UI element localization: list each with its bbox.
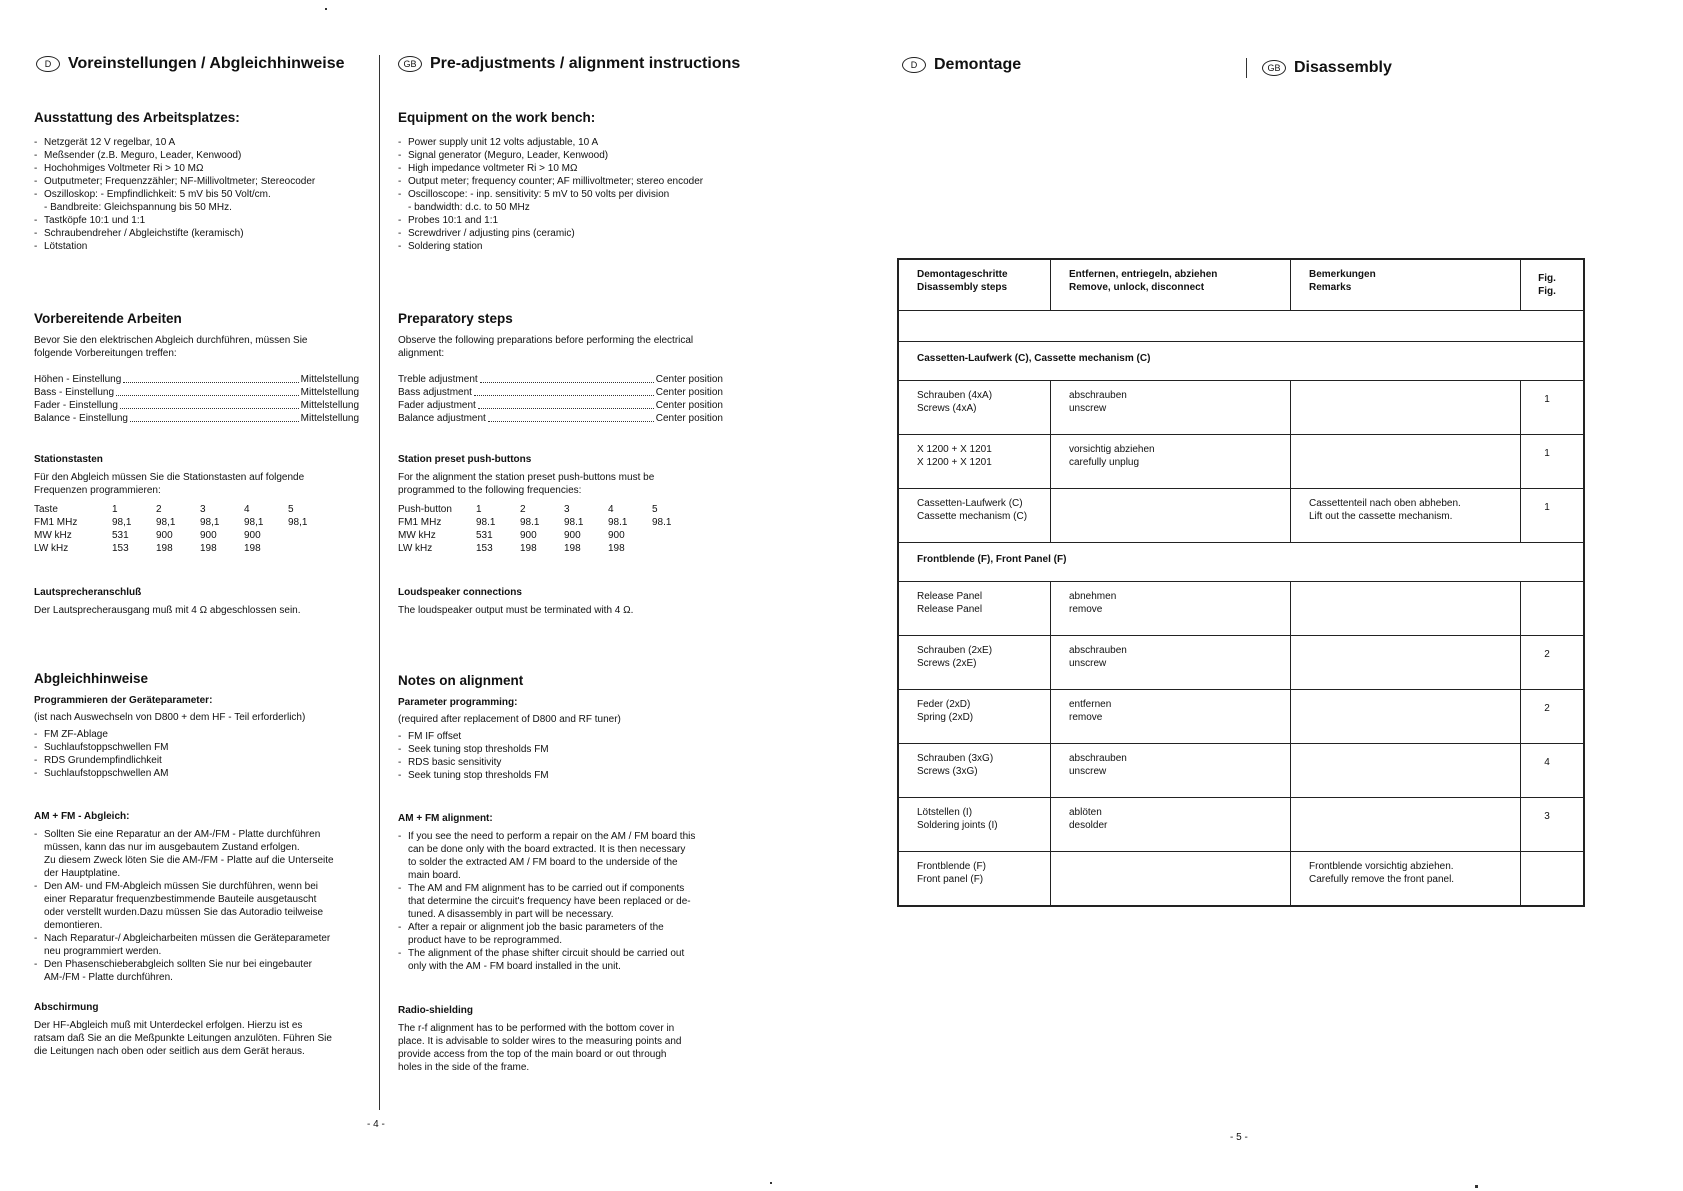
action-cell: entfernen remove bbox=[1051, 690, 1291, 743]
blank-cell bbox=[899, 311, 1583, 341]
left-header bbox=[36, 55, 345, 73]
step-cell: Schrauben (4xA) Screws (4xA) bbox=[899, 381, 1051, 434]
scan-speck bbox=[770, 1182, 772, 1184]
mid-s2-text: Observe the following preparations before performing the electrical alignment: bbox=[398, 335, 694, 359]
preset-cell bbox=[288, 529, 332, 542]
column-divider bbox=[379, 55, 380, 1110]
setting-label: Bass adjustment bbox=[398, 387, 472, 398]
setting-value: Center position bbox=[655, 374, 723, 385]
action-cell: abschrauben unscrew bbox=[1051, 381, 1291, 434]
param-item: - FM IF offset bbox=[398, 730, 738, 743]
left-s5-sub: Programmieren der Geräteparameter: bbox=[34, 695, 213, 706]
fig-cell: 4 bbox=[1544, 757, 1550, 768]
action-cell: abschrauben unscrew bbox=[1051, 636, 1291, 689]
equipment-item: - High impedance voltmeter Ri > 10 MΩ bbox=[398, 162, 738, 175]
preset-cell: 2 bbox=[520, 504, 526, 515]
page-number-left: - 4 - bbox=[367, 1119, 385, 1130]
left-s7-text: Der HF-Abgleich muß mit Unterdeckel erfolgen. Hierzu ist es ratsam daß Sie an die Meßpunkte Leitungen anzulöten. Führen Sie die Leitungen nach oben oder seitlich aus dem Gerät heraus. bbox=[34, 1020, 332, 1057]
mid-settings-list bbox=[398, 373, 723, 425]
action-cell: ablöten desolder bbox=[1051, 798, 1291, 851]
equipment-item: - Output meter; frequency counter; AF millivoltmeter; stereo encoder bbox=[398, 175, 738, 188]
left-s4-title: Lautsprecheranschluß bbox=[34, 587, 142, 598]
left-equipment-list bbox=[34, 136, 364, 253]
preset-cell: 198 bbox=[520, 543, 537, 554]
preset-cell: Taste bbox=[34, 504, 58, 515]
mid-s7-sub: Radio-shielding bbox=[398, 1005, 473, 1016]
page-number-right: - 5 - bbox=[1230, 1132, 1248, 1143]
table-row bbox=[899, 582, 1583, 636]
action-cell bbox=[1051, 489, 1291, 542]
remark-cell bbox=[1291, 798, 1521, 851]
disassembly-table bbox=[897, 258, 1585, 907]
d-badge-icon: D bbox=[902, 57, 926, 73]
setting-label: Balance adjustment bbox=[398, 413, 486, 424]
preset-cell: 98.1 bbox=[520, 517, 540, 528]
setting-row bbox=[34, 412, 359, 425]
mid-s6-sub: AM + FM alignment: bbox=[398, 813, 493, 824]
setting-row bbox=[398, 399, 723, 412]
table-section-row bbox=[899, 342, 1583, 381]
left-s2-title: Vorbereitende Arbeiten bbox=[34, 311, 182, 326]
preset-cell: 198 bbox=[564, 543, 581, 554]
preset-cell: 98.1 bbox=[564, 517, 584, 528]
equipment-item: - Lötstation bbox=[34, 240, 364, 253]
preset-cell: 153 bbox=[476, 543, 493, 554]
param-item: - RDS basic sensitivity bbox=[398, 756, 738, 769]
fig-cell: 1 bbox=[1544, 502, 1550, 513]
action-cell bbox=[1051, 852, 1291, 905]
remark-cell: Cassettenteil nach oben abheben. Lift out the cassette mechanism. bbox=[1291, 489, 1521, 542]
equipment-item: - Oszilloskop: - Empfindlichkeit: 5 mV bis 50 Volt/cm. - Bandbreite: Gleichspannung bis 50 MHz. bbox=[34, 188, 364, 214]
alignment-item: - Sollten Sie eine Reparatur an der AM-/FM - Platte durchführen müssen, kann das nur im ausgebautem Zustand erfolgen. Zu diesem Zweck löten Sie die AM-/FM - Platte auf die Unterseite der Hauptplatine. bbox=[34, 828, 364, 880]
preset-cell: 900 bbox=[156, 530, 173, 541]
table-header-cell: Bemerkungen Remarks bbox=[1291, 260, 1521, 310]
preset-cell: 900 bbox=[200, 530, 217, 541]
action-cell: vorsichtig abziehen carefully unplug bbox=[1051, 435, 1291, 488]
step-cell: Schrauben (3xG) Screws (3xG) bbox=[899, 744, 1051, 797]
preset-cell: 198 bbox=[156, 543, 173, 554]
dot-leader bbox=[123, 382, 298, 383]
preset-row bbox=[398, 516, 696, 529]
setting-label: Fader - Einstellung bbox=[34, 400, 118, 411]
preset-cell: 98.1 bbox=[652, 517, 672, 528]
equipment-item: - Outputmeter; Frequenzzähler; NF-Millivoltmeter; Stereocoder bbox=[34, 175, 364, 188]
preset-row bbox=[34, 542, 332, 555]
left-preset-table bbox=[34, 503, 332, 555]
setting-label: Höhen - Einstellung bbox=[34, 374, 122, 385]
dot-leader bbox=[480, 382, 654, 383]
table-header-cell: Fig. Fig. bbox=[1538, 273, 1556, 297]
table-header-cell: Demontageschritte Disassembly steps bbox=[899, 260, 1051, 310]
left-s3-title: Stationstasten bbox=[34, 454, 103, 465]
mid-s5-title: Notes on alignment bbox=[398, 673, 524, 688]
table-row bbox=[899, 690, 1583, 744]
preset-cell: 98,1 bbox=[156, 517, 176, 528]
mid-s5-text: (required after replacement of D800 and RF tuner) bbox=[398, 714, 621, 725]
left-alignment-list bbox=[34, 828, 364, 984]
setting-label: Bass - Einstellung bbox=[34, 387, 115, 398]
preset-row bbox=[398, 529, 696, 542]
step-cell: Frontblende (F) Front panel (F) bbox=[899, 852, 1051, 905]
preset-cell: FM1 MHz bbox=[398, 517, 442, 528]
mid-s3-text: For the alignment the station preset push-buttons must be programmed to the following frequencies: bbox=[398, 472, 655, 496]
setting-row bbox=[398, 386, 723, 399]
setting-value: Mittelstellung bbox=[300, 413, 359, 424]
section-label: Cassetten-Laufwerk (C), Cassette mechanism (C) bbox=[917, 353, 1151, 364]
preset-cell: Push-button bbox=[398, 504, 452, 515]
fig-cell: 1 bbox=[1544, 394, 1550, 405]
remark-cell bbox=[1291, 690, 1521, 743]
dot-leader bbox=[130, 421, 299, 422]
preset-cell: 198 bbox=[200, 543, 217, 554]
preset-row bbox=[34, 516, 332, 529]
right-header-gb bbox=[1262, 59, 1392, 77]
setting-value: Center position bbox=[655, 413, 723, 424]
setting-value: Center position bbox=[655, 400, 723, 411]
equipment-item: - Oscilloscope: - inp. sensitivity: 5 mV to 50 volts per division - bandwidth: d.c. to 50 MHz bbox=[398, 188, 738, 214]
mid-preset-table bbox=[398, 503, 696, 555]
table-blank-row bbox=[899, 311, 1583, 342]
param-item: - Seek tuning stop thresholds FM bbox=[398, 769, 738, 782]
step-cell: Lötstellen (I) Soldering joints (I) bbox=[899, 798, 1051, 851]
dot-leader bbox=[478, 408, 654, 409]
preset-cell bbox=[652, 542, 696, 555]
param-item: - Seek tuning stop thresholds FM bbox=[398, 743, 738, 756]
table-row bbox=[899, 381, 1583, 435]
setting-label: Balance - Einstellung bbox=[34, 413, 128, 424]
remark-cell bbox=[1291, 636, 1521, 689]
alignment-item: - The alignment of the phase shifter circuit should be carried out only with the AM - FM board installed in the unit. bbox=[398, 947, 743, 973]
setting-row bbox=[398, 412, 723, 425]
setting-label: Fader adjustment bbox=[398, 400, 476, 411]
preset-cell: 900 bbox=[520, 530, 537, 541]
left-s6-sub: AM + FM - Abgleich: bbox=[34, 811, 130, 822]
equipment-item: - Probes 10:1 and 1:1 bbox=[398, 214, 738, 227]
step-cell: Release Panel Release Panel bbox=[899, 582, 1051, 635]
left-s2-text: Bevor Sie den elektrischen Abgleich durchführen, müssen Sie folgende Vorbereitungen treffen: bbox=[34, 335, 308, 359]
dot-leader bbox=[488, 421, 654, 422]
dot-leader bbox=[120, 408, 299, 409]
preset-header-row bbox=[398, 503, 696, 516]
gb-badge-icon: GB bbox=[398, 56, 422, 72]
table-row bbox=[899, 798, 1583, 852]
remark-cell bbox=[1291, 744, 1521, 797]
mid-s5-sub: Parameter programming: bbox=[398, 697, 518, 708]
setting-value: Mittelstellung bbox=[300, 374, 359, 385]
section-label: Frontblende (F), Front Panel (F) bbox=[917, 554, 1067, 565]
fig-cell bbox=[1521, 852, 1583, 905]
action-cell: abnehmen remove bbox=[1051, 582, 1291, 635]
mid-header-title: Pre-adjustments / alignment instructions bbox=[430, 55, 741, 72]
setting-value: Center position bbox=[655, 387, 723, 398]
table-section-row bbox=[899, 543, 1583, 582]
alignment-item: - If you see the need to perform a repair on the AM / FM board this can be done only with the board extracted. It is then necessary to solder the extracted AM / FM board to the underside of the main board. bbox=[398, 830, 743, 882]
equipment-item: - Power supply unit 12 volts adjustable, 10 A bbox=[398, 136, 738, 149]
preset-cell: 198 bbox=[608, 543, 625, 554]
equipment-item: - Signal generator (Meguro, Leader, Kenwood) bbox=[398, 149, 738, 162]
left-header-title: Voreinstellungen / Abgleichhinweise bbox=[68, 55, 345, 72]
preset-cell: 98,1 bbox=[288, 517, 308, 528]
dot-leader bbox=[474, 395, 654, 396]
preset-cell: 900 bbox=[244, 530, 261, 541]
preset-cell: 4 bbox=[244, 504, 250, 515]
setting-label: Treble adjustment bbox=[398, 374, 478, 385]
left-s1-title: Ausstattung des Arbeitsplatzes: bbox=[34, 110, 240, 125]
preset-cell bbox=[288, 542, 332, 555]
scan-speck bbox=[1475, 1185, 1478, 1188]
table-header-row bbox=[899, 260, 1583, 311]
mid-alignment-list bbox=[398, 830, 743, 973]
d-badge-icon: D bbox=[36, 56, 60, 72]
preset-cell bbox=[652, 529, 696, 542]
right-header-d-title: Demontage bbox=[934, 56, 1022, 73]
alignment-item: - Nach Reparatur-/ Abgleicharbeiten müssen die Geräteparameter neu programmiert werden. bbox=[34, 932, 364, 958]
left-s4-text: Der Lautsprecherausgang muß mit 4 Ω abgeschlossen sein. bbox=[34, 605, 301, 616]
preset-cell: 2 bbox=[156, 504, 162, 515]
left-settings-list bbox=[34, 373, 359, 425]
preset-cell: 98.1 bbox=[476, 517, 496, 528]
left-s5-title: Abgleichhinweise bbox=[34, 671, 149, 686]
equipment-item: - Screwdriver / adjusting pins (ceramic) bbox=[398, 227, 738, 240]
remark-cell bbox=[1291, 435, 1521, 488]
remark-cell bbox=[1291, 582, 1521, 635]
equipment-item: - Netzgerät 12 V regelbar, 10 A bbox=[34, 136, 364, 149]
equipment-item: - Tastköpfe 10:1 und 1:1 bbox=[34, 214, 364, 227]
preset-cell: 3 bbox=[564, 504, 570, 515]
mid-s4-title: Loudspeaker connections bbox=[398, 587, 522, 598]
preset-cell: 4 bbox=[608, 504, 614, 515]
equipment-item: - Soldering station bbox=[398, 240, 738, 253]
mid-s3-title: Station preset push-buttons bbox=[398, 454, 532, 465]
fig-cell: 3 bbox=[1544, 811, 1550, 822]
table-header-cell: Entfernen, entriegeln, abziehen Remove, unlock, disconnect bbox=[1051, 260, 1291, 310]
fig-cell: 2 bbox=[1544, 649, 1550, 660]
equipment-item: - Schraubendreher / Abgleichstifte (keramisch) bbox=[34, 227, 364, 240]
table-row bbox=[899, 636, 1583, 690]
setting-row bbox=[398, 373, 723, 386]
preset-cell: LW kHz bbox=[398, 543, 433, 554]
preset-cell: 98.1 bbox=[608, 517, 628, 528]
preset-cell: FM1 MHz bbox=[34, 517, 78, 528]
equipment-item: - Hochohmiges Voltmeter Ri > 10 MΩ bbox=[34, 162, 364, 175]
preset-row bbox=[34, 529, 332, 542]
preset-cell: MW kHz bbox=[34, 530, 72, 541]
param-item: - RDS Grundempfindlichkeit bbox=[34, 754, 364, 767]
alignment-item: - After a repair or alignment job the basic parameters of the product have to be reprogrammed. bbox=[398, 921, 743, 947]
header-divider bbox=[1246, 58, 1247, 78]
preset-cell: 900 bbox=[564, 530, 581, 541]
step-cell: Schrauben (2xE) Screws (2xE) bbox=[899, 636, 1051, 689]
param-item: - Suchlaufstoppschwellen FM bbox=[34, 741, 364, 754]
preset-cell: 900 bbox=[608, 530, 625, 541]
preset-cell: 98,1 bbox=[112, 517, 132, 528]
setting-row bbox=[34, 386, 359, 399]
preset-cell: MW kHz bbox=[398, 530, 436, 541]
param-item: - FM ZF-Ablage bbox=[34, 728, 364, 741]
alignment-item: - Den Phasenschieberabgleich sollten Sie nur bei eingebauter AM-/FM - Platte durchführen. bbox=[34, 958, 364, 984]
mid-s7-text: The r-f alignment has to be performed with the bottom cover in place. It is advisable to solder wires to the measuring points and provide access from the top of the main board or out through holes in the side of the frame. bbox=[398, 1023, 682, 1073]
action-cell: abschrauben unscrew bbox=[1051, 744, 1291, 797]
preset-cell: 5 bbox=[288, 504, 294, 515]
step-cell: X 1200 + X 1201 X 1200 + X 1201 bbox=[899, 435, 1051, 488]
preset-header-row bbox=[34, 503, 332, 516]
left-s5-text: (ist nach Auswechseln von D800 + dem HF - Teil erforderlich) bbox=[34, 712, 306, 723]
preset-cell: 153 bbox=[112, 543, 129, 554]
fig-cell: 1 bbox=[1544, 448, 1550, 459]
equipment-item: - Meßsender (z.B. Meguro, Leader, Kenwood) bbox=[34, 149, 364, 162]
gb-badge-icon: GB bbox=[1262, 60, 1286, 76]
preset-cell: 1 bbox=[476, 504, 482, 515]
preset-cell: 98,1 bbox=[244, 517, 264, 528]
step-cell: Cassetten-Laufwerk (C) Cassette mechanism (C) bbox=[899, 489, 1051, 542]
preset-row bbox=[398, 542, 696, 555]
mid-s1-title: Equipment on the work bench: bbox=[398, 110, 596, 125]
fig-cell bbox=[1521, 582, 1583, 635]
step-cell: Feder (2xD) Spring (2xD) bbox=[899, 690, 1051, 743]
left-param-list bbox=[34, 728, 364, 780]
alignment-item: - Den AM- und FM-Abgleich müssen Sie durchführen, wenn bei einer Reparatur frequenzbestimmende Bauteile ausgetauscht oder verstellt wurden.Dazu müssen Sie das Autoradio teilweise demontieren. bbox=[34, 880, 364, 932]
mid-header bbox=[398, 55, 740, 73]
remark-cell bbox=[1291, 381, 1521, 434]
left-s7-sub: Abschirmung bbox=[34, 1002, 99, 1013]
table-row bbox=[899, 744, 1583, 798]
dot-leader bbox=[116, 395, 299, 396]
preset-cell: 531 bbox=[112, 530, 129, 541]
setting-value: Mittelstellung bbox=[300, 400, 359, 411]
table-row bbox=[899, 852, 1583, 905]
right-header-gb-title: Disassembly bbox=[1294, 59, 1392, 76]
setting-row bbox=[34, 373, 359, 386]
preset-cell: 1 bbox=[112, 504, 118, 515]
remark-cell: Frontblende vorsichtig abziehen. Carefully remove the front panel. bbox=[1291, 852, 1521, 905]
scan-speck bbox=[325, 8, 327, 10]
setting-value: Mittelstellung bbox=[300, 387, 359, 398]
preset-cell: 98,1 bbox=[200, 517, 220, 528]
preset-cell: 531 bbox=[476, 530, 493, 541]
alignment-item: - The AM and FM alignment has to be carried out if components that determine the circuit's frequency have been replaced or de- tuned. A disassembly in part will be necessary. bbox=[398, 882, 743, 921]
left-s3-text: Für den Abgleich müssen Sie die Stationstasten auf folgende Frequenzen programmieren: bbox=[34, 472, 305, 496]
mid-equipment-list bbox=[398, 136, 738, 253]
preset-cell: 198 bbox=[244, 543, 261, 554]
preset-cell: LW kHz bbox=[34, 543, 69, 554]
right-header-d bbox=[902, 56, 1021, 74]
mid-s4-text: The loudspeaker output must be terminated with 4 Ω. bbox=[398, 605, 634, 616]
table-row bbox=[899, 435, 1583, 489]
mid-param-list bbox=[398, 730, 738, 782]
preset-cell: 3 bbox=[200, 504, 206, 515]
mid-s2-title: Preparatory steps bbox=[398, 311, 513, 326]
setting-row bbox=[34, 399, 359, 412]
param-item: - Suchlaufstoppschwellen AM bbox=[34, 767, 364, 780]
table-row bbox=[899, 489, 1583, 543]
preset-cell: 5 bbox=[652, 504, 658, 515]
fig-cell: 2 bbox=[1544, 703, 1550, 714]
